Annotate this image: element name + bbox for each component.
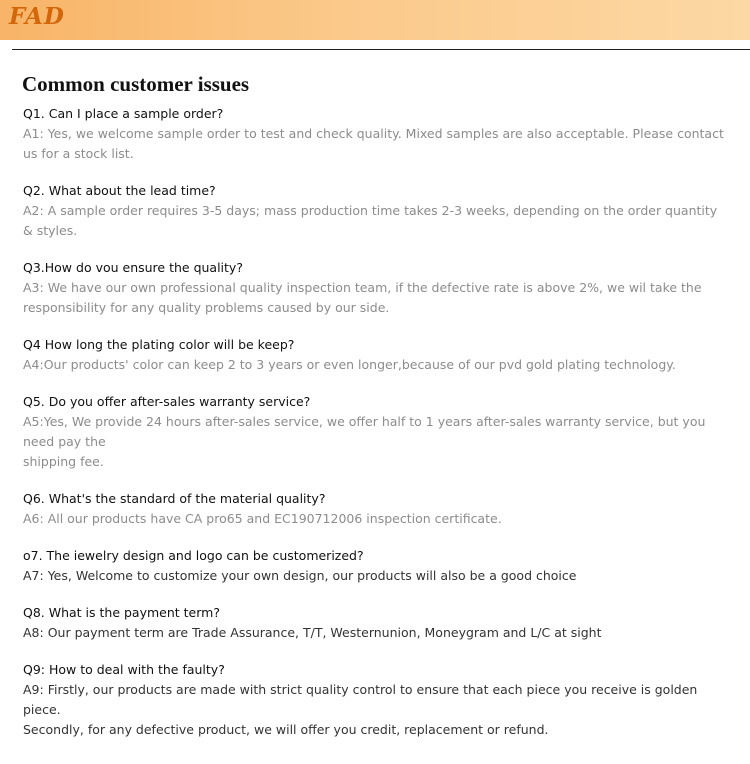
faq-item-8: [23, 603, 728, 643]
faq-answer: A7: Yes, Welcome to customize your own design, our products will also be a good choice: [23, 568, 577, 583]
faq-item-6: [23, 489, 728, 529]
faq-answer: A2: A sample order requires 3-5 days; mass production time takes 2-3 weeks, depending on the order quantity & styles.: [23, 203, 718, 238]
faq-item-2: [23, 181, 728, 241]
faq-question: Q2. What about the lead time?: [23, 183, 216, 198]
faq-item-9: [23, 660, 728, 740]
faq-item-1: [23, 104, 728, 164]
faq-question: Q4 How long the plating color will be keep?: [23, 337, 295, 352]
faq-item-5: [23, 392, 728, 472]
faq-answer: A3: We have our own professional quality inspection team, if the defective rate is above 2%, we wil take the responsibility for any quality problems caused by our side.: [23, 280, 702, 315]
header-banner: [0, 0, 750, 40]
faq-question: Q9: How to deal with the faulty?: [23, 662, 225, 677]
faq-question: Q8. What is the payment term?: [23, 605, 220, 620]
faq-answer: A4:Our products' color can keep 2 to 3 years or even longer,because of our pvd gold plating technology.: [23, 357, 676, 372]
faq-answer: A1: Yes, we welcome sample order to test and check quality. Mixed samples are also acceptable. Please contact us for a stock list.: [23, 126, 724, 161]
divider: [12, 49, 750, 50]
page-title: Common customer issues: [22, 72, 250, 96]
brand-logo: FAD: [9, 3, 65, 30]
faq-question: Q6. What's the standard of the material quality?: [23, 491, 326, 506]
faq-answer: A6: All our products have CA pro65 and EC190712006 inspection certificate.: [23, 511, 502, 526]
faq-question: Q1. Can I place a sample order?: [23, 106, 224, 121]
faq-item-3: [23, 258, 728, 318]
faq-answer: A5:Yes, We provide 24 hours after-sales service, we offer half to 1 years after-sales warranty service, but you need pay the shipping fee.: [23, 414, 706, 469]
faq-item-4: [23, 335, 728, 375]
faq-question: o7. The iewelry design and logo can be customerized?: [23, 548, 364, 563]
faq-question: Q3.How do vou ensure the quality?: [23, 260, 243, 275]
faq-answer: A8: Our payment term are Trade Assurance, T/T, Westernunion, Moneygram and L/C at sight: [23, 625, 602, 640]
faq-item-7: [23, 546, 728, 586]
faq-answer: A9: Firstly, our products are made with strict quality control to ensure that each piece you receive is golden piece. Secondly, for any defective product, we will offer you credit, replacement or refund.: [23, 682, 698, 737]
faq-question: Q5. Do you offer after-sales warranty service?: [23, 394, 311, 409]
